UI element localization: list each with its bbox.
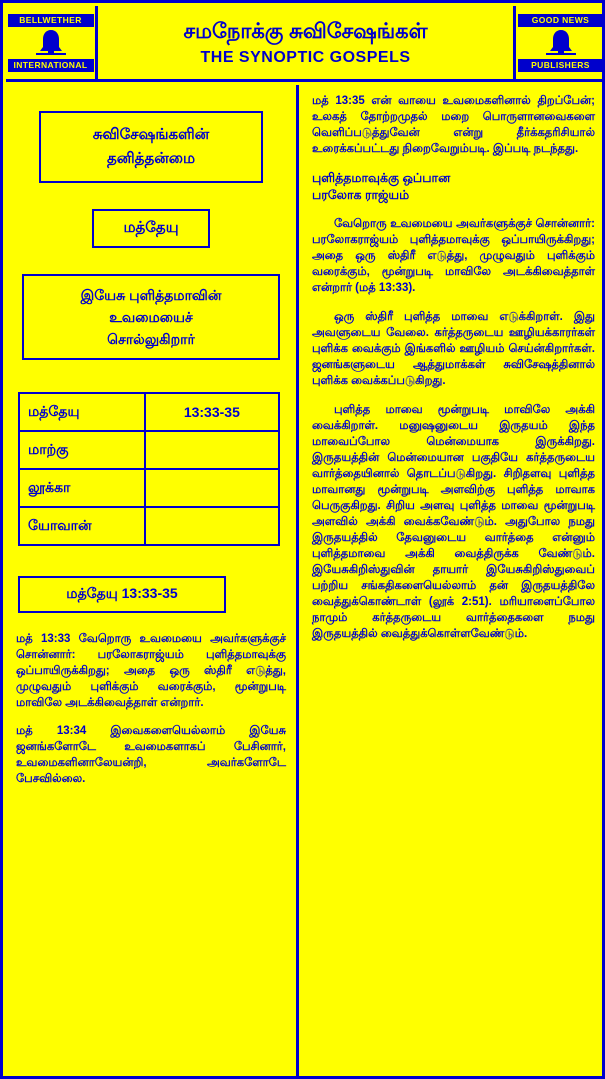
page-title-english: THE SYNOPTIC GOSPELS: [200, 48, 411, 66]
left-scripture-text: [16, 631, 286, 787]
publisher-logo-left: [6, 6, 98, 82]
commentary-paragraph-3: புளித்த மாவை மூன்றுபடி மாவிலே அக்கி வைக்கிறாள். மனுஷனுடைய இருதயம் இந்த மாவைப்போல மென்மையாக இருக்கிறது. இருதயத்தின் மென்மையான பகுதியே கர்த்தருடைய வார்த்தையினால் தொடப்படுகிறது. சிறிதளவு புளித்த மாவானது மூன்றுபடி அளவிற்கு புளித்த மாவாக பெருகுகிறது. சிறிய அளவு புளித்த மாவை மூன்றுபடி அளவில் அக்கி வைக்கவேண்டும். அதுபோல நமது இருதயத்தில் தேவனுடைய வார்த்தை என்னும் புளித்தமாவை அக்கி வைத்திருக்க வேண்டும். இயேசுகிறிஸ்துவின் தாயார் இயேசுகிறிஸ்துவைப் பற்றிய சங்கதிகளையெல்லாம் தன் இருதயத்திலே வைத்துக்கொண்டாள் (லூக் 2:51). மரியாளைப்போல நாமும் கர்த்தருடைய வார்த்தைகளை நமது இருதயத்தில் வைத்துக்கொள்ளவேண்டும்.: [312, 404, 595, 640]
right-column: [302, 85, 605, 1079]
page-title-tamil: சமநோக்கு சுவிசேஷங்கள்: [183, 19, 428, 43]
theme-line1: இயேசு புளித்தமாவின்: [80, 287, 222, 303]
table-cell-reference: [145, 469, 279, 507]
table-cell-gospel: லூக்கா: [19, 469, 145, 507]
scripture-verse-35: மத் 13:35 என் வாயை உவமைகளினால் திறப்பேன்; உலகத் தோற்றமுதல் மறை பொருளானவைகளை வெளிப்படுத்துவேன் என்று தீர்க்கதரிசியால் உரைக்கப்பட்டது நிறைவேறும்படி. இப்படி நடந்தது.: [312, 95, 595, 155]
publisher-logo-right: [513, 6, 605, 82]
table-cell-reference: [145, 507, 279, 545]
bell-icon: [518, 27, 604, 59]
commentary-paragraph-1: வேறொரு உவமையை அவர்களுக்குச் சொன்னார்: பரலோகராஜ்யம் புளித்தமாவுக்கு ஒப்பாயிருக்கிறது; அதை ஒரு ஸ்திரீ எடுத்து, முழுவதும் புளிக்கும் வரைக்கும், மூன்றுபடி மாவிலே அடக்கிவைத்தாள் என்றார் (மத் 13:33).: [312, 218, 595, 294]
table-row: [19, 393, 279, 431]
table-cell-gospel: மாற்கு: [19, 431, 145, 469]
gospel-reference-table: [18, 392, 280, 546]
commentary-paragraph-2: ஒரு ஸ்திரீ புளித்த மாவை எடுக்கிறாள். இது அவளுடைய வேலை. கர்த்தருடைய ஊழியக்காரர்கள் புளிக்க வைக்கும் இங்களில் ஊழியம் செய்ன்கிறார்கள். ஜனங்களுடைய ஆத்துமாக்கள் சுவிசேஷத்தினால் புளிக்க வைக்கப்படுகிறது.: [312, 311, 595, 387]
scripture-verse-33: மத் 13:33 வேறொரு உவமையை அவர்களுக்குச் சொன்னார்: பரலோகராஜ்யம் புளித்தமாவுக்கு ஒப்பாயிருக்கிறது; அதை ஒரு ஸ்திரீ எடுத்து, முழுவதும் புளிக்கும் வரைக்கும், மூன்றுபடி மாவிலே அடக்கிவைத்தாள் என்றார்.: [16, 633, 286, 709]
subheading-line1: புளித்தமாவுக்கு ஒப்பான: [312, 171, 451, 185]
table-row: [19, 507, 279, 545]
logo-right-top-band: GOOD NEWS: [518, 14, 604, 27]
table-cell-reference: 13:33-35: [145, 393, 279, 431]
right-commentary-text: [312, 216, 595, 642]
bell-icon: [8, 27, 94, 59]
scripture-verse-34: மத் 13:34 இவைகளையெல்லாம் இயேசு ஜனங்களோடே உவமைகளாகப் பேசினார், உவமைகளினாலேயன்றி, அவர்களோடே பேசவில்லை.: [16, 725, 286, 785]
passage-reference-box: மத்தேயு 13:33-35: [18, 576, 226, 613]
table-cell-gospel: யோவான்: [19, 507, 145, 545]
logo-left-bottom-band: INTERNATIONAL: [8, 59, 94, 72]
logo-right-bottom-band: PUBLISHERS: [518, 59, 604, 72]
table-cell-reference: [145, 431, 279, 469]
right-scripture-text: [312, 93, 595, 157]
theme-title-box: [22, 274, 280, 360]
section-title-box: [39, 111, 263, 183]
page-header: [6, 6, 605, 82]
table-cell-gospel: மத்தேயு: [19, 393, 145, 431]
right-subheading: [312, 170, 595, 204]
header-title-block: [98, 6, 513, 82]
section-title-line2: தனித்தன்மை: [106, 150, 196, 167]
left-column: [6, 85, 299, 1079]
theme-line2: உவமையைச்: [109, 309, 193, 325]
theme-line3: சொல்லுகிறார்: [107, 331, 195, 347]
subheading-line2: பரலோக ராஜ்யம்: [312, 188, 410, 202]
section-title-line1: சுவிசேஷங்களின்: [92, 126, 210, 143]
logo-left-top-band: BELLWETHER: [8, 14, 94, 27]
gospel-name-box: மத்தேயு: [92, 209, 210, 248]
table-row: [19, 469, 279, 507]
table-row: [19, 431, 279, 469]
